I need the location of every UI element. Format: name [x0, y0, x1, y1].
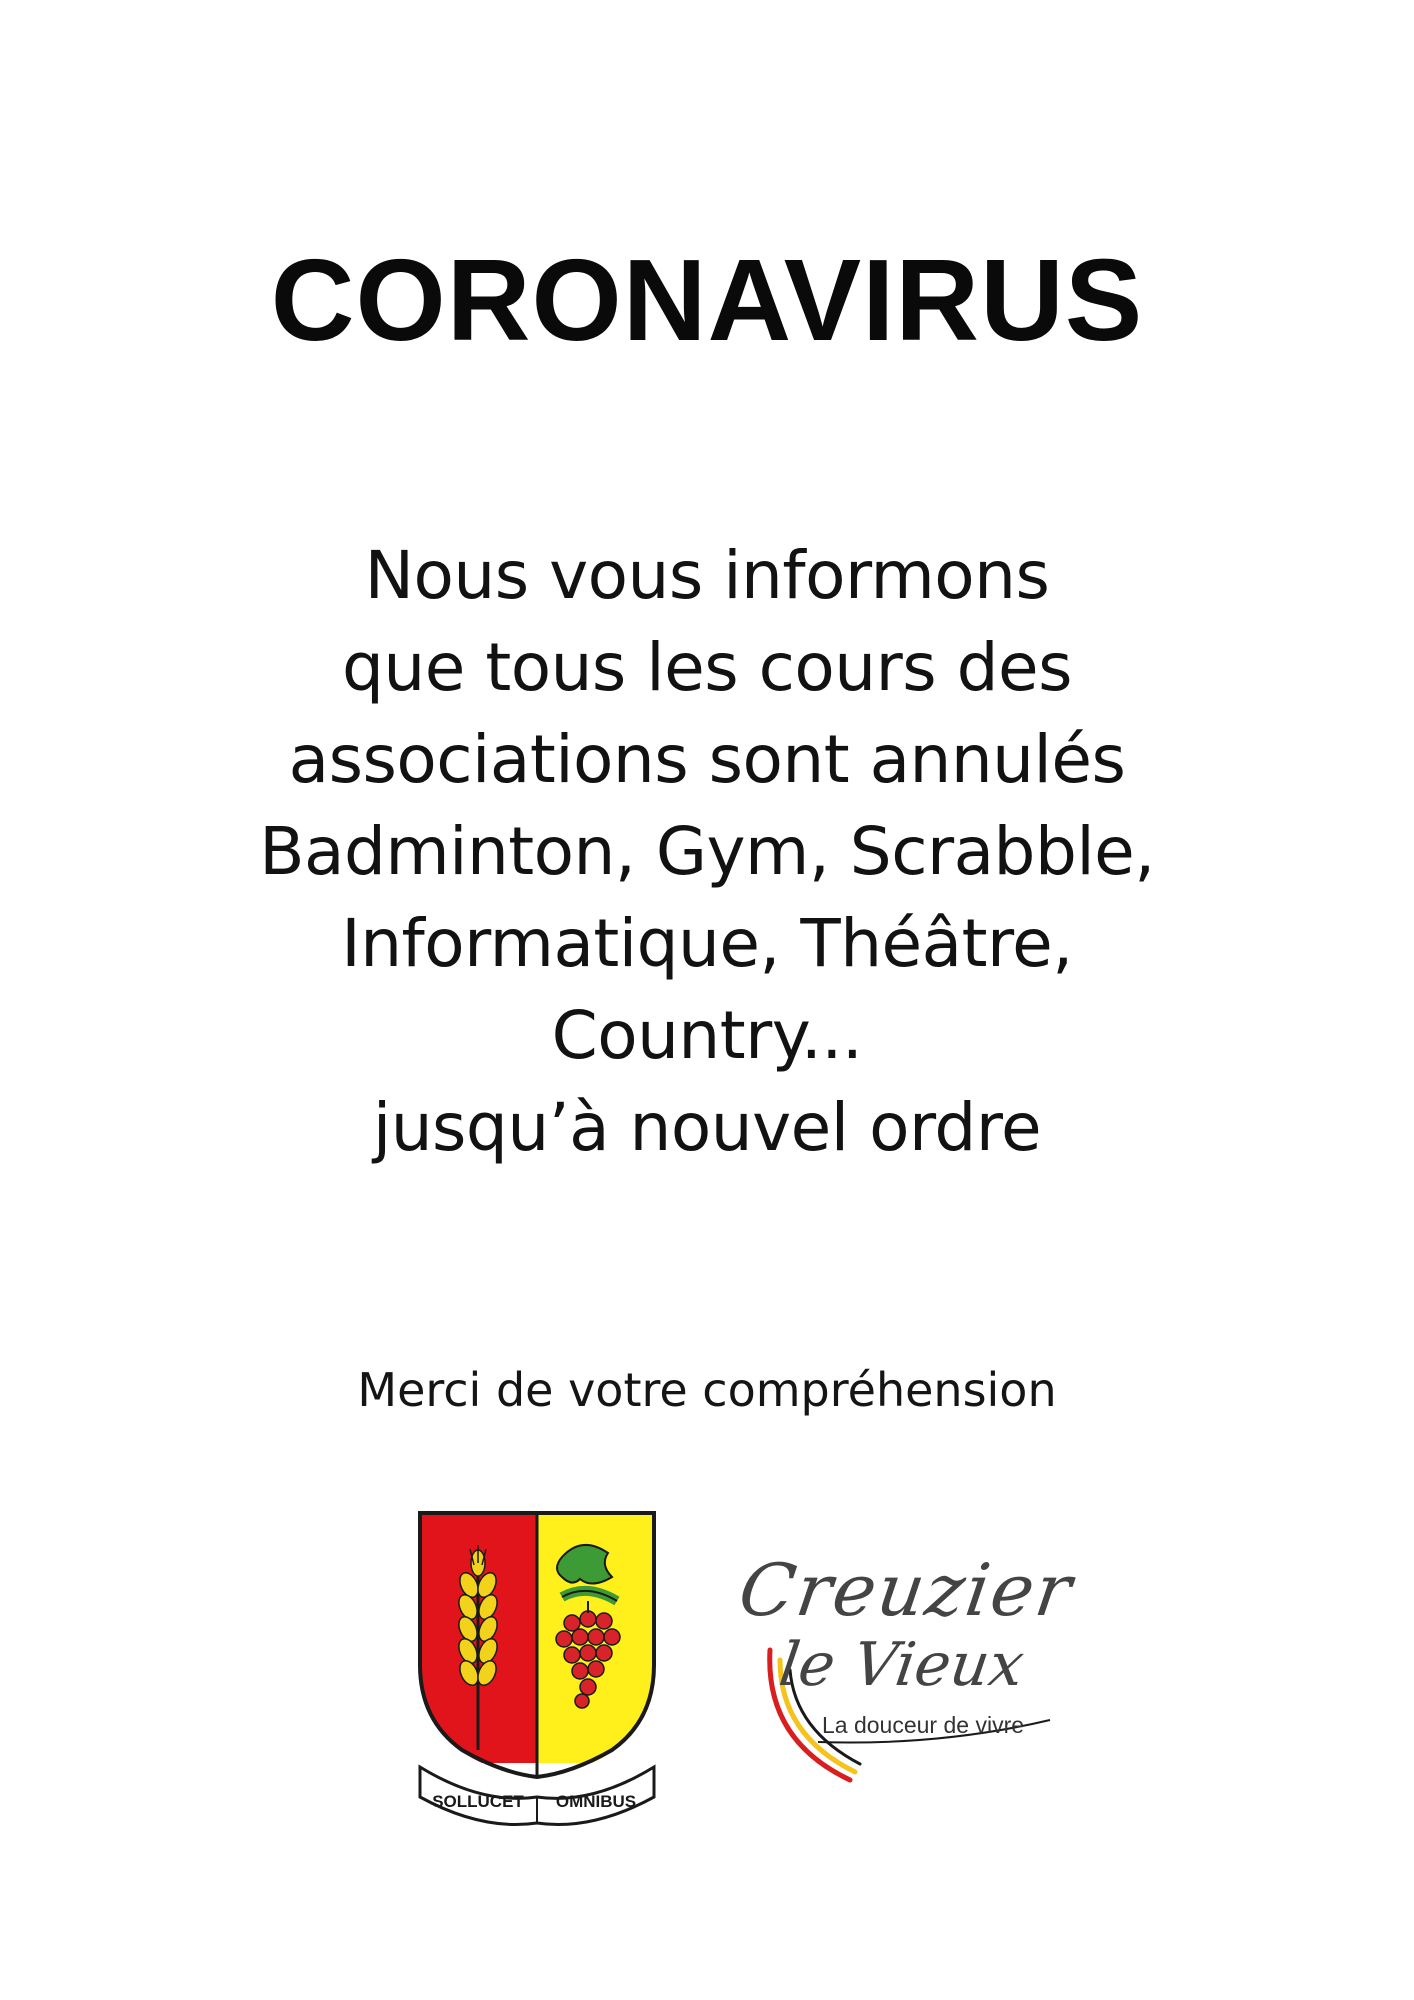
notice-title: CORONAVIRUS: [270, 235, 1144, 365]
message-line: associations sont annulés: [288, 721, 1126, 798]
notice-message: [0, 530, 1414, 1174]
brand-tagline: La douceur de vivre: [822, 1712, 1025, 1738]
town-brand-logo: [734, 1548, 1110, 1790]
coat-of-arms-logo: [412, 1505, 662, 1835]
message-line: que tous les cours des: [342, 629, 1072, 706]
message-line: Country...: [551, 997, 863, 1074]
message-line: Nous vous informons: [364, 537, 1050, 614]
message-line: jusqu’à nouvel ordre: [372, 1089, 1042, 1166]
motto-left-text: SOLLUCET: [432, 1792, 524, 1811]
brand-name: Creuzier: [734, 1548, 1079, 1632]
thanks-text: Merci de votre compréhension: [357, 1363, 1057, 1417]
motto-right-text: OMNIBUS: [555, 1792, 637, 1811]
brand-subname: le Vieux: [775, 1630, 1029, 1700]
message-line: Badminton, Gym, Scrabble,: [259, 813, 1155, 890]
message-line: Informatique, Théâtre,: [341, 905, 1073, 982]
